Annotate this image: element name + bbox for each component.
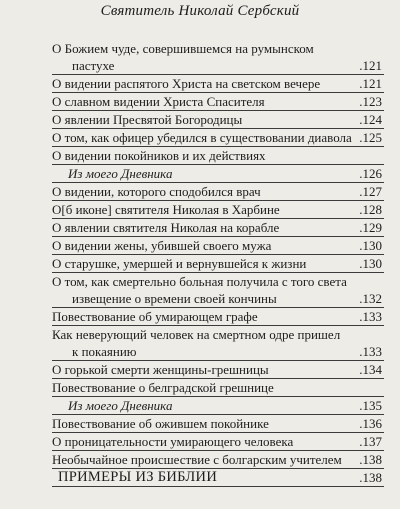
toc-entry — [52, 326, 384, 361]
toc-entry-title: Повествование об умирающем графе — [52, 309, 258, 324]
toc-entry-page-number: .133 — [359, 344, 382, 359]
toc-entry — [52, 237, 384, 255]
toc-entry — [52, 469, 384, 487]
toc-entry-title: Повествование об ожившем покойнике — [52, 416, 269, 431]
toc-entry-page-number: .126 — [359, 166, 382, 181]
toc-entry — [52, 40, 384, 75]
toc-entry — [52, 273, 384, 308]
toc-entry-page-number: .128 — [359, 202, 382, 217]
toc-entry-page-number: .130 — [359, 238, 382, 253]
toc-entry-title: Из моего Дневника — [68, 166, 173, 181]
toc-entry-page-number: .125 — [359, 130, 382, 145]
toc-entry — [52, 201, 384, 219]
toc-entry — [52, 308, 384, 326]
toc-entry — [52, 397, 384, 415]
toc-entry-page-number: .135 — [359, 398, 382, 413]
toc-entry — [52, 433, 384, 451]
toc-entry-title: Необычайное происшествие с болгарским учителем — [52, 452, 342, 467]
toc-entry — [52, 165, 384, 183]
toc-entry-title: О видении распятого Христа на светском вечере — [52, 76, 321, 91]
toc-entry-title: О видении жены, убившей своего мужа — [52, 238, 272, 253]
toc-entry — [52, 219, 384, 237]
toc-entry-page-number: .130 — [359, 256, 382, 271]
toc-entry-page-number: .123 — [359, 94, 382, 109]
toc-entry-page-number: .121 — [359, 76, 382, 91]
toc-entry-page-number: .138 — [359, 470, 382, 485]
toc-entry-title: О проницательности умирающего человека — [52, 434, 294, 449]
toc-entry-page-number: .127 — [359, 184, 382, 199]
toc-entry-title-continued: к покаянию — [72, 344, 137, 359]
toc-entry — [52, 379, 384, 397]
toc-entry-title: ПРИМЕРЫ ИЗ БИБЛИИ — [58, 469, 218, 485]
toc-entry — [52, 361, 384, 379]
toc-entry-title: О том, как смертельно больная получила с того света — [52, 274, 347, 289]
toc-entry — [52, 451, 384, 469]
toc-entry-title: О видении, которого сподобился врач — [52, 184, 261, 199]
toc-entry — [52, 255, 384, 273]
toc-entry-page-number: .124 — [359, 112, 382, 127]
toc-entry-title: О видении покойников и их действиях — [52, 148, 266, 163]
toc-entry-title: О горькой смерти женщины-грешницы — [52, 362, 269, 377]
toc-entry-page-number: .134 — [359, 362, 382, 377]
toc-entry-page-number: .129 — [359, 220, 382, 235]
toc-entry-title: О Божием чуде, совершившемся на румынском — [52, 41, 314, 56]
toc-entry-title: О старушке, умершей и вернувшейся к жизни — [52, 256, 307, 271]
toc-entry-page-number: .136 — [359, 416, 382, 431]
toc-entry-title-continued: пастухе — [72, 58, 115, 73]
toc-entry-page-number: .133 — [359, 309, 382, 324]
toc-entry-page-number: .132 — [359, 291, 382, 306]
toc-entry-title: Как неверующий человек на смертном одре пришел — [52, 327, 341, 342]
toc-entry-title: О явлении Пресвятой Богородицы — [52, 112, 243, 127]
toc-entry — [52, 129, 384, 147]
toc-entry — [52, 415, 384, 433]
toc-entry-title-continued: извещение о времени своей кончины — [72, 291, 277, 306]
toc-entry — [52, 183, 384, 201]
toc-entry-title: О явлении святителя Николая на корабле — [52, 220, 280, 235]
toc-entry-title: О том, как офицер убедился в существовании диавола — [52, 130, 352, 145]
toc-entry-title: Повествование о белградской грешнице — [52, 380, 274, 395]
toc-entry — [52, 93, 384, 111]
toc-entry — [52, 111, 384, 129]
running-header: Святитель Николай Сербский — [100, 3, 300, 19]
toc-entry — [52, 147, 384, 165]
toc-entry-page-number: .138 — [359, 452, 382, 467]
toc-entry-page-number: .137 — [359, 434, 382, 449]
toc-entry-page-number: .121 — [359, 58, 382, 73]
toc-entry-title: Из моего Дневника — [68, 398, 173, 413]
table-of-contents — [52, 40, 384, 487]
toc-entry — [52, 75, 384, 93]
toc-entry-title: О[б иконе] святителя Николая в Харбине — [52, 202, 280, 217]
toc-entry-title: О славном видении Христа Спасителя — [52, 94, 265, 109]
